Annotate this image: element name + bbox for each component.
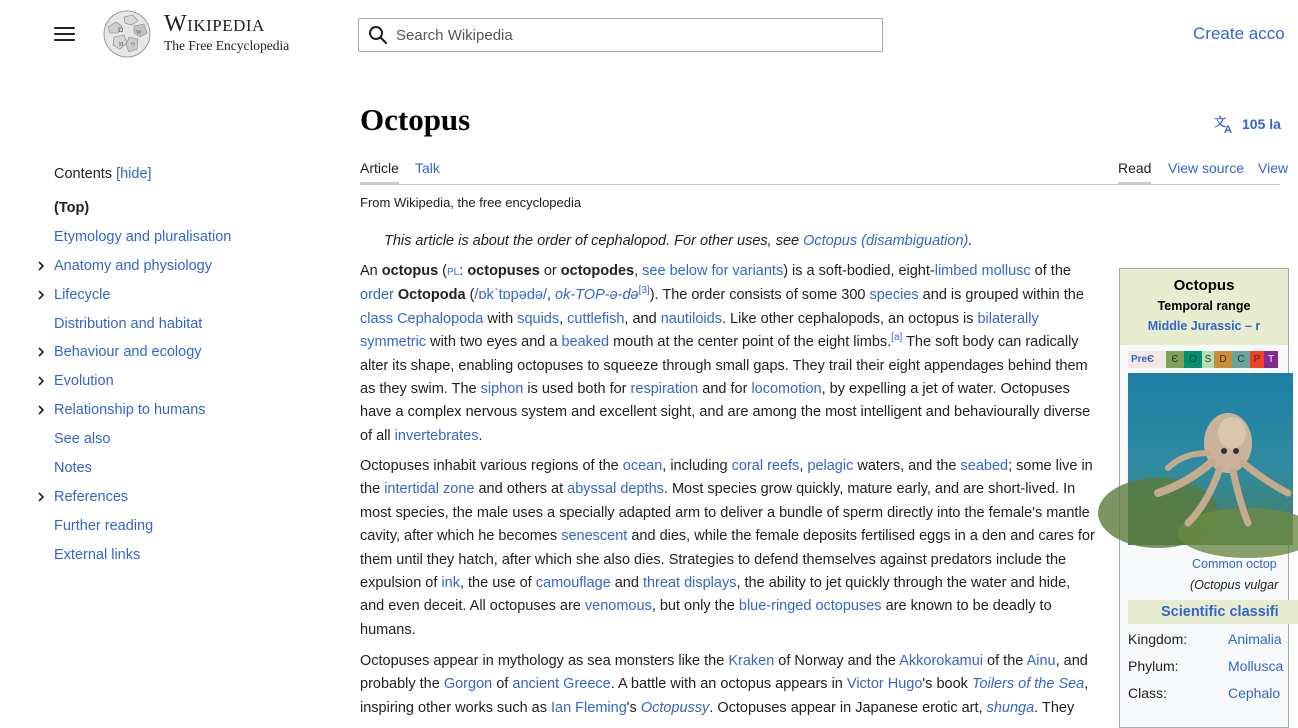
toc-item[interactable] <box>36 459 296 488</box>
translate-icon <box>1214 114 1236 134</box>
svg-text:文: 文 <box>1214 115 1227 129</box>
toc-item-label: References <box>54 488 129 505</box>
infobox <box>1119 268 1289 728</box>
language-button[interactable] <box>1214 114 1281 134</box>
toc-item[interactable] <box>36 401 296 430</box>
wordmark-title: Wikipedia <box>164 11 265 37</box>
infobox-temporal-range: Temporal range <box>1157 299 1251 313</box>
hatnote <box>384 233 972 249</box>
classification-row <box>1128 658 1283 674</box>
chevron-right-icon[interactable] <box>36 492 46 502</box>
tab-view-history[interactable]: View <box>1258 160 1289 176</box>
hatnote-suffix: . <box>968 233 973 249</box>
tabs-divider <box>360 184 1280 185</box>
toc-item-label: Anatomy and physiology <box>54 257 212 274</box>
from-wikipedia-line: From Wikipedia, the free encyclopedia <box>360 195 582 210</box>
toc-item-label: Notes <box>54 460 92 477</box>
toc-item[interactable] <box>36 343 296 372</box>
toc-item[interactable] <box>36 257 296 286</box>
strip-segment[interactable]: D <box>1214 351 1232 368</box>
hamburger-menu-icon[interactable] <box>54 25 76 43</box>
tab-talk[interactable]: Talk <box>415 160 440 176</box>
search-icon <box>368 25 388 45</box>
toc-item[interactable] <box>36 372 296 401</box>
toc-item[interactable] <box>36 546 296 575</box>
infobox-photo-caption[interactable]: Common octop <box>1192 557 1277 571</box>
strip-segment[interactable]: S <box>1202 351 1214 368</box>
toc-item-label: Lifecycle <box>54 286 111 303</box>
hatnote-link[interactable]: Octopus (disambiguation) <box>803 233 969 249</box>
octopus-photo[interactable] <box>1128 373 1293 545</box>
toc-title: Contents <box>54 166 113 182</box>
strip-segment[interactable]: T <box>1264 351 1278 368</box>
article-paragraph-1: An octopus (PL: octopuses or octopodes, see below for variants) is a soft-bodied, eight-limbed mollusc of the order Octopoda (/ɒkˈtɒpədə/, ok-TOP-ə-də[3]). The order consists of some 300 species and is grouped within the class Cephalopoda with squids, cuttlefish, and nautiloids. Like other cephalopods, an octopus is bilaterally symmetric with two eyes and a beaked mouth at the center point of the eight limbs.[a] The soft body can radically alter its shape, enabling octopuses to squeeze through small gaps. They trail their eight appendages behind them as they swim. The siphon is used both for respiration and for locomotion, by expelling a jet of water. Octopuses have a complex nervous system and excellent sight, and are among the most intelligent and behaviourally diverse of all invertebrates. <box>360 263 1091 444</box>
toc-item[interactable] <box>36 199 296 228</box>
toc-item[interactable] <box>36 430 296 459</box>
toc-item[interactable] <box>36 517 296 546</box>
infobox-period-link[interactable]: Middle Jurassic – r <box>1147 319 1261 333</box>
hatnote-text: This article is about the order of cephalopod. For other uses, see <box>384 233 804 249</box>
chevron-right-icon[interactable] <box>36 261 46 271</box>
svg-text:Ω: Ω <box>118 26 124 34</box>
toc-item-label: Relationship to humans <box>54 402 206 419</box>
wikipedia-globe-logo[interactable] <box>100 9 154 59</box>
page-title: Octopus <box>360 102 471 137</box>
classification-row <box>1128 631 1282 647</box>
strip-segment[interactable]: Є <box>1166 351 1184 368</box>
article-paragraph-2: Octopuses inhabit various regions of the ocean, including coral reefs, pelagic waters, and the seabed; some live in the intertidal zone and others at abyssal depths. Most species grow quickly, mature early, and are short-lived. In most species, the male uses a specially adapted arm to deliver a bundle of sperm directly into the female's mantle cavity, after which he becomes senescent and dies, while the female deposits fertilised eggs in a den and cares for them until they hatch, after which she also dies. Strategies to defend themselves against predators include the expulsion of ink, the use of camouflage and threat displays, the ability to jet quickly through the water and hide, and even deceit. All octopuses are venomous, but only the blue-ringed octopuses are known to be deadly to humans. <box>360 458 1095 638</box>
geologic-time-strip <box>1128 351 1278 368</box>
toc-item-label: Evolution <box>54 373 114 390</box>
strip-segment[interactable]: O <box>1184 351 1202 368</box>
toc-item-label: Further reading <box>54 517 154 534</box>
toc-item[interactable] <box>36 228 296 257</box>
toc-item-label: External links <box>54 546 141 563</box>
search-box[interactable] <box>358 18 883 52</box>
toc-item-label: See also <box>54 431 111 448</box>
toc-item-label: Distribution and habitat <box>54 315 203 332</box>
strip-segment[interactable]: PreЄ <box>1128 351 1166 368</box>
toc-item-label: Etymology and pluralisation <box>54 228 232 245</box>
classification-row <box>1128 685 1280 701</box>
toc-item[interactable] <box>36 315 296 344</box>
toc-list <box>36 199 296 575</box>
create-account-link[interactable]: Create acco <box>1193 24 1285 43</box>
classification-key: Class: <box>1128 685 1167 701</box>
article-paragraph-3: Octopuses appear in mythology as sea monsters like the Kraken of Norway and the Akkorokamui of the Ainu, and probably the Gorgon of ancient Greece. A battle with an octopus appears in Victor Hugo's book Toilers of the Sea, inspiring other works such as Ian Fleming's Octopussy. Octopuses appear in Japanese erotic art, shunga. They <box>360 653 1089 716</box>
tab-view-source[interactable]: View source <box>1168 160 1245 176</box>
strip-segment[interactable]: C <box>1232 351 1250 368</box>
infobox-title: Octopus <box>1173 277 1235 294</box>
language-count: 105 la <box>1242 116 1281 132</box>
toc-heading <box>36 166 296 182</box>
chevron-right-icon[interactable] <box>36 405 46 415</box>
classification-value[interactable]: Animalia <box>1228 631 1282 647</box>
tab-article[interactable]: Article <box>360 160 399 176</box>
toc-item[interactable] <box>36 286 296 315</box>
svg-text:W: W <box>136 30 142 36</box>
wikipedia-wordmark[interactable] <box>164 11 289 54</box>
classification-value[interactable]: Mollusca <box>1228 658 1284 674</box>
chevron-right-icon[interactable] <box>36 376 46 386</box>
chevron-right-icon[interactable] <box>36 290 46 300</box>
search-input[interactable] <box>396 27 856 44</box>
svg-text:И: И <box>119 42 124 48</box>
toc-item-label: Behaviour and ecology <box>54 344 202 361</box>
toc-item[interactable] <box>36 488 296 517</box>
strip-segment[interactable]: P <box>1250 351 1264 368</box>
tab-read[interactable]: Read <box>1118 160 1152 176</box>
infobox-photo-species: (Octopus vulgar <box>1190 578 1279 592</box>
classification-key: Phylum: <box>1128 658 1179 674</box>
chevron-right-icon[interactable] <box>36 347 46 357</box>
classification-key: Kingdom: <box>1128 631 1188 647</box>
svg-text:ウ: ウ <box>130 43 137 49</box>
infobox-header <box>1120 269 1288 345</box>
wordmark-tagline: The Free Encyclopedia <box>164 38 290 53</box>
toc-hide-link[interactable]: [hide] <box>116 166 152 182</box>
scientific-classification-heading[interactable]: Scientific classifi <box>1128 600 1298 624</box>
table-of-contents <box>36 166 296 575</box>
toc-item-label: (Top) <box>54 200 90 216</box>
svg-text:A: A <box>1224 124 1232 136</box>
classification-value[interactable]: Cephalo <box>1228 685 1281 701</box>
